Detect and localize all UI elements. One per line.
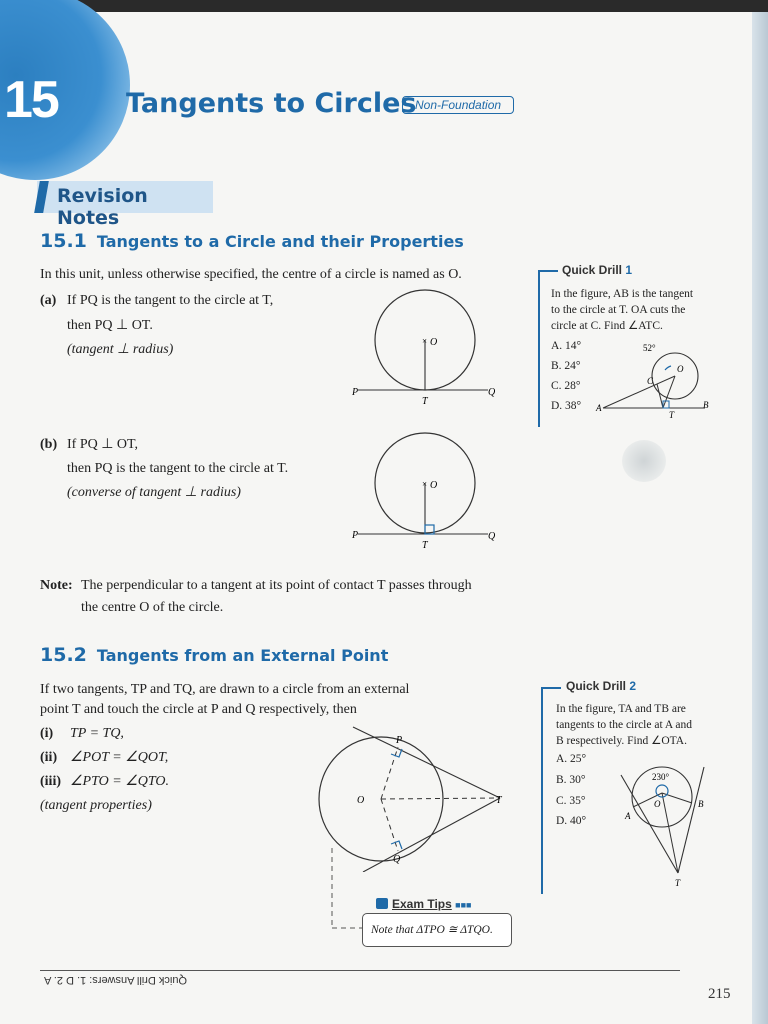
s2-item-label: (ii)	[40, 750, 58, 765]
section-number: 15.1	[40, 230, 87, 252]
qd2-connector	[541, 687, 561, 689]
s2-item-label: (iii)	[40, 774, 61, 789]
label-t: T	[675, 878, 681, 888]
qd1-question-line: to the circle at T. OA cuts the	[551, 304, 686, 316]
label-q: Q	[488, 387, 496, 398]
section-number: 15.2	[40, 644, 87, 666]
s2-item-label: (i)	[40, 726, 54, 741]
tangent-figure-a	[340, 285, 510, 415]
label-p: P	[352, 530, 359, 541]
exam-tips-header	[372, 897, 475, 911]
lock-icon	[376, 898, 388, 909]
label-t: T	[422, 540, 428, 551]
tips-dots-icon: ■■■	[455, 900, 472, 910]
section-heading-15-1	[40, 230, 464, 252]
intro-text: In this unit, unless otherwise specified, the centre of a circle is named as O.	[40, 267, 462, 282]
revision-notes-banner	[37, 181, 213, 229]
revision-notes-label: Revision Notes	[57, 185, 148, 229]
label-a: A	[596, 403, 602, 413]
item-b-line2: then PQ is the tangent to the circle at T.	[67, 461, 289, 476]
section-title: Tangents from an External Point	[96, 646, 389, 665]
qd2-option-a[interactable]: A. 25°	[556, 753, 587, 765]
qd1-option-b[interactable]: B. 24°	[551, 360, 581, 372]
s2-reason: (tangent properties)	[40, 798, 152, 813]
qd2-question-line: In the figure, TA and TB are	[556, 703, 686, 715]
qd1-connector	[538, 270, 558, 272]
qd2-figure	[620, 755, 715, 890]
qd1-angle: 52°	[643, 343, 656, 353]
quick-drill-1-heading	[562, 263, 632, 277]
item-label-a: (a)	[40, 293, 57, 308]
top-border	[0, 0, 768, 12]
s2-item-text: TP = TQ,	[70, 726, 124, 741]
item-a-line2: then PQ ⊥ OT.	[67, 318, 153, 333]
label-b: B	[703, 400, 709, 410]
section-heading-15-2	[40, 644, 388, 666]
svg-text:×: ×	[422, 479, 428, 489]
chapter-title: Tangents to Circles	[126, 88, 417, 119]
qd1-option-d[interactable]: D. 38°	[551, 400, 582, 412]
item-label-b: (b)	[40, 437, 58, 452]
item-a-reason: (tangent ⊥ radius)	[67, 342, 174, 357]
label-o: O	[430, 337, 438, 348]
qd2-option-b[interactable]: B. 30°	[556, 774, 586, 786]
page-smudge	[622, 440, 666, 482]
label-t: T	[496, 795, 502, 806]
item-b-line1: If PQ ⊥ OT,	[67, 437, 139, 452]
qd-number: 1	[625, 263, 633, 277]
page-number: 215	[708, 986, 731, 1002]
page-edge	[752, 12, 768, 1024]
label-o: O	[677, 364, 684, 374]
label-o: O	[654, 799, 661, 809]
qd-label: Quick Drill	[566, 679, 627, 693]
qd2-angle: 230°	[652, 772, 670, 782]
svg-text:×: ×	[422, 336, 428, 346]
label-p: P	[352, 387, 359, 398]
qd-number: 2	[629, 679, 637, 693]
chapter-number: 15	[4, 71, 58, 129]
label-b: B	[698, 799, 704, 809]
exam-tips-box	[362, 913, 512, 947]
item-a-line1: If PQ is the tangent to the circle at T,	[67, 293, 274, 308]
qd-label: Quick Drill	[562, 263, 623, 277]
qd2-question-line: tangents to the circle at A and	[556, 719, 693, 731]
qd1-question-line: In the figure, AB is the tangent	[551, 288, 694, 300]
tangent-figure-b	[340, 428, 510, 553]
label-q: Q	[393, 854, 401, 865]
qd2-rule	[541, 687, 543, 894]
qd1-rule	[538, 270, 540, 427]
label-t: T	[422, 396, 428, 407]
qd1-option-c[interactable]: C. 28°	[551, 380, 581, 392]
s2-line1: If two tangents, TP and TQ, are drawn to a circle from an external	[40, 682, 410, 697]
qd2-option-c[interactable]: C. 35°	[556, 795, 586, 807]
label-o: O	[430, 480, 438, 491]
qd2-option-d[interactable]: D. 40°	[556, 815, 587, 827]
tips-connector	[326, 848, 366, 938]
qd1-question-line: circle at C. Find ∠ATC.	[551, 320, 663, 332]
label-p: P	[396, 735, 403, 746]
label-q: Q	[488, 531, 496, 542]
quick-drill-2-heading	[566, 679, 636, 693]
label-o: O	[357, 795, 365, 806]
note-label: Note:	[40, 578, 73, 593]
footer-rule	[40, 970, 680, 971]
s2-item-text: ∠PTO = ∠QTO.	[70, 774, 169, 789]
s2-item-text: ∠POT = ∠QOT,	[70, 750, 169, 765]
section-title: Tangents to a Circle and their Properties	[96, 232, 464, 251]
level-badge: Non-Foundation	[402, 96, 514, 114]
qd1-option-a[interactable]: A. 14°	[551, 340, 582, 352]
label-c: C	[647, 376, 654, 386]
s2-line2: point T and touch the circle at P and Q respectively, then	[40, 702, 357, 717]
exam-tips-label: Exam Tips	[392, 897, 452, 911]
item-b-reason: (converse of tangent ⊥ radius)	[67, 485, 241, 500]
note-line1: The perpendicular to a tangent at its point of contact T passes through	[81, 578, 472, 593]
label-t: T	[669, 410, 675, 420]
quick-drill-answers: Quick Drill Answers: 1. D 2. A	[44, 974, 188, 986]
qd2-question-line: B respectively. Find ∠OTA.	[556, 735, 687, 747]
banner-accent	[34, 181, 49, 213]
label-a: A	[625, 811, 631, 821]
exam-tips-text: Note that ΔTPO ≅ ΔTQO.	[371, 924, 493, 936]
qd1-figure	[595, 338, 715, 420]
note-line2: the centre O of the circle.	[81, 600, 224, 615]
